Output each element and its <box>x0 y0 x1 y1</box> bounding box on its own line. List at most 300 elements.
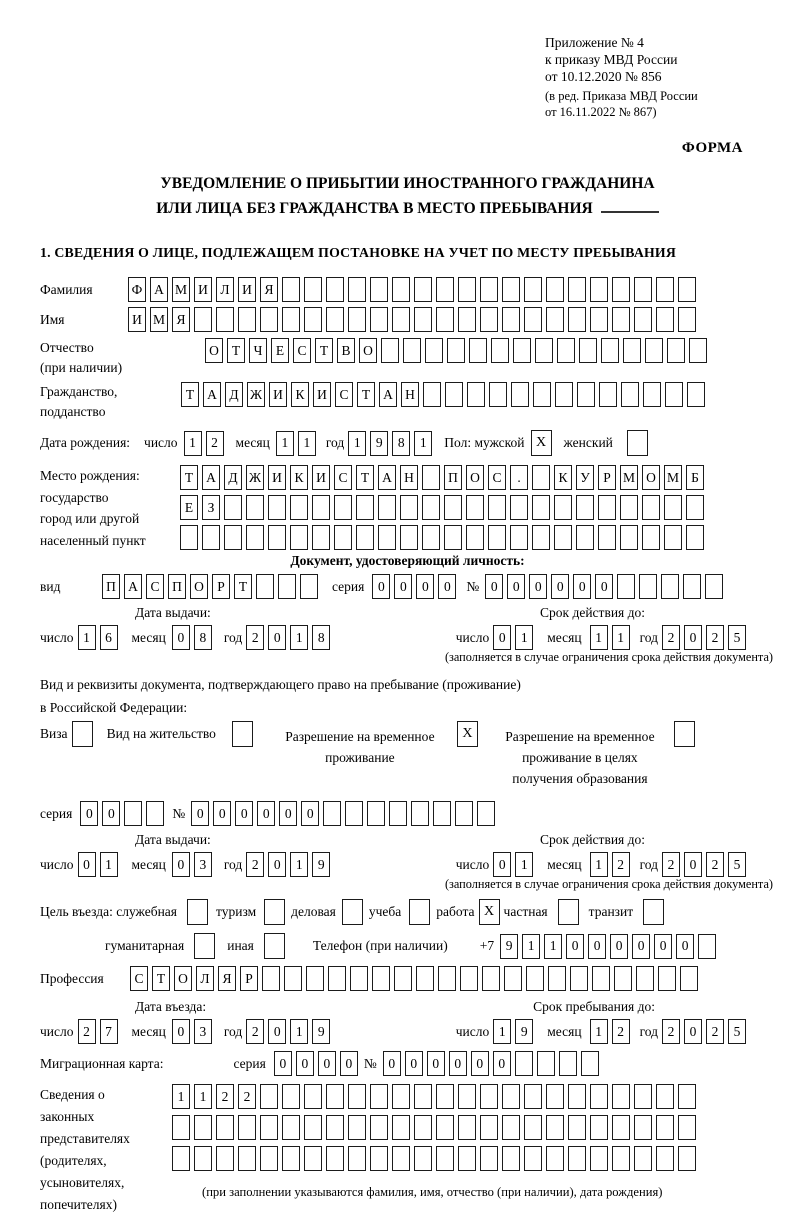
char-box[interactable]: О <box>190 574 208 599</box>
char-box[interactable]: 1 <box>544 934 562 959</box>
char-box[interactable] <box>392 1146 410 1171</box>
char-box[interactable] <box>656 307 674 332</box>
char-box[interactable]: 2 <box>238 1084 256 1109</box>
char-box[interactable]: 1 <box>515 852 533 877</box>
char-box[interactable]: Д <box>225 382 243 407</box>
char-box[interactable] <box>414 277 432 302</box>
char-box[interactable] <box>284 966 302 991</box>
char-box[interactable]: О <box>174 966 192 991</box>
char-box[interactable] <box>532 465 550 490</box>
char-box[interactable]: 8 <box>392 431 410 456</box>
char-box[interactable]: 1 <box>493 1019 511 1044</box>
char-box[interactable]: 0 <box>279 801 297 826</box>
char-box[interactable] <box>656 1115 674 1140</box>
char-box[interactable] <box>414 1084 432 1109</box>
char-box[interactable] <box>568 277 586 302</box>
char-box[interactable]: 2 <box>706 852 724 877</box>
char-box[interactable] <box>282 1146 300 1171</box>
char-box[interactable] <box>590 307 608 332</box>
char-box[interactable]: 2 <box>706 1019 724 1044</box>
char-box[interactable] <box>458 277 476 302</box>
char-box[interactable]: 0 <box>632 934 650 959</box>
char-box[interactable] <box>378 525 396 550</box>
char-box[interactable]: 0 <box>595 574 613 599</box>
char-box[interactable]: 1 <box>290 1019 308 1044</box>
char-box[interactable]: 1 <box>414 431 432 456</box>
char-box[interactable] <box>326 1146 344 1171</box>
char-box[interactable] <box>392 307 410 332</box>
char-box[interactable] <box>559 1051 577 1076</box>
char-box[interactable] <box>532 495 550 520</box>
char-box[interactable] <box>256 574 274 599</box>
char-box[interactable] <box>515 1051 533 1076</box>
char-box[interactable]: 1 <box>78 625 96 650</box>
char-box[interactable] <box>656 1084 674 1109</box>
char-box[interactable]: Е <box>180 495 198 520</box>
char-box[interactable] <box>621 382 639 407</box>
char-box[interactable]: 2 <box>612 852 630 877</box>
char-box[interactable] <box>678 1084 696 1109</box>
char-box[interactable]: И <box>269 382 287 407</box>
char-box[interactable] <box>557 338 575 363</box>
char-box[interactable]: К <box>290 465 308 490</box>
char-box[interactable]: 2 <box>662 852 680 877</box>
char-box[interactable] <box>686 495 704 520</box>
char-box[interactable] <box>568 307 586 332</box>
char-box[interactable] <box>312 525 330 550</box>
char-box[interactable]: 0 <box>80 801 98 826</box>
char-box[interactable]: Т <box>152 966 170 991</box>
char-box[interactable] <box>614 966 632 991</box>
char-box[interactable]: О <box>466 465 484 490</box>
char-box[interactable] <box>665 382 683 407</box>
char-box[interactable] <box>491 338 509 363</box>
char-box[interactable]: Т <box>356 465 374 490</box>
char-box[interactable]: 1 <box>612 625 630 650</box>
char-box[interactable]: П <box>168 574 186 599</box>
char-box[interactable]: К <box>291 382 309 407</box>
char-box[interactable] <box>326 1115 344 1140</box>
char-box[interactable] <box>300 574 318 599</box>
char-box[interactable]: Ж <box>246 465 264 490</box>
char-box[interactable] <box>262 966 280 991</box>
char-box[interactable] <box>260 307 278 332</box>
char-box[interactable]: Н <box>401 382 419 407</box>
char-box[interactable]: И <box>194 277 212 302</box>
char-box[interactable]: 2 <box>612 1019 630 1044</box>
char-box[interactable] <box>172 1146 190 1171</box>
visa-checkbox[interactable] <box>72 721 93 747</box>
char-box[interactable] <box>537 1051 555 1076</box>
char-box[interactable] <box>422 465 440 490</box>
char-box[interactable]: 3 <box>194 852 212 877</box>
char-box[interactable] <box>620 525 638 550</box>
char-box[interactable] <box>598 495 616 520</box>
char-box[interactable]: 1 <box>348 431 366 456</box>
char-box[interactable]: А <box>378 465 396 490</box>
char-box[interactable] <box>216 307 234 332</box>
char-box[interactable] <box>502 1115 520 1140</box>
char-box[interactable]: И <box>268 465 286 490</box>
char-box[interactable] <box>268 525 286 550</box>
char-box[interactable] <box>146 801 164 826</box>
char-box[interactable]: 0 <box>172 1019 190 1044</box>
char-box[interactable]: И <box>238 277 256 302</box>
char-box[interactable]: 0 <box>493 625 511 650</box>
char-box[interactable] <box>524 1115 542 1140</box>
char-box[interactable] <box>590 1115 608 1140</box>
char-box[interactable] <box>458 1115 476 1140</box>
char-box[interactable] <box>576 495 594 520</box>
char-box[interactable] <box>546 307 564 332</box>
char-box[interactable] <box>488 495 506 520</box>
char-box[interactable] <box>477 801 495 826</box>
char-box[interactable] <box>304 1146 322 1171</box>
char-box[interactable]: 1 <box>590 625 608 650</box>
char-box[interactable] <box>445 382 463 407</box>
char-box[interactable] <box>568 1084 586 1109</box>
char-box[interactable]: 0 <box>383 1051 401 1076</box>
temp-residence-edu-checkbox[interactable] <box>674 721 695 747</box>
char-box[interactable] <box>278 574 296 599</box>
char-box[interactable]: 0 <box>684 1019 702 1044</box>
char-box[interactable]: 2 <box>246 625 264 650</box>
char-box[interactable] <box>328 966 346 991</box>
char-box[interactable] <box>467 382 485 407</box>
char-box[interactable] <box>489 382 507 407</box>
char-box[interactable] <box>438 966 456 991</box>
char-box[interactable]: Т <box>181 382 199 407</box>
char-box[interactable]: В <box>337 338 355 363</box>
char-box[interactable] <box>620 495 638 520</box>
char-box[interactable] <box>246 495 264 520</box>
char-box[interactable] <box>367 801 385 826</box>
purpose-business-checkbox[interactable] <box>342 899 363 925</box>
char-box[interactable]: Н <box>400 465 418 490</box>
char-box[interactable]: 1 <box>100 852 118 877</box>
char-box[interactable]: Т <box>234 574 252 599</box>
char-box[interactable]: 0 <box>268 852 286 877</box>
char-box[interactable]: 0 <box>529 574 547 599</box>
char-box[interactable]: 0 <box>102 801 120 826</box>
char-box[interactable] <box>546 1146 564 1171</box>
char-box[interactable] <box>436 277 454 302</box>
char-box[interactable] <box>576 525 594 550</box>
char-box[interactable] <box>460 966 478 991</box>
char-box[interactable] <box>570 966 588 991</box>
char-box[interactable] <box>524 1084 542 1109</box>
purpose-official-checkbox[interactable] <box>187 899 208 925</box>
char-box[interactable]: 5 <box>728 625 746 650</box>
char-box[interactable]: 2 <box>662 1019 680 1044</box>
purpose-study-checkbox[interactable] <box>409 899 430 925</box>
char-box[interactable] <box>581 1051 599 1076</box>
char-box[interactable] <box>392 277 410 302</box>
char-box[interactable] <box>326 1084 344 1109</box>
char-box[interactable] <box>568 1115 586 1140</box>
char-box[interactable] <box>524 1146 542 1171</box>
char-box[interactable]: 1 <box>522 934 540 959</box>
char-box[interactable] <box>634 1084 652 1109</box>
char-box[interactable] <box>482 966 500 991</box>
char-box[interactable] <box>370 1146 388 1171</box>
char-box[interactable] <box>282 307 300 332</box>
char-box[interactable] <box>546 277 564 302</box>
char-box[interactable] <box>400 495 418 520</box>
char-box[interactable] <box>592 966 610 991</box>
char-box[interactable] <box>480 1146 498 1171</box>
char-box[interactable] <box>306 966 324 991</box>
char-box[interactable] <box>433 801 451 826</box>
char-box[interactable] <box>348 1084 366 1109</box>
char-box[interactable]: 5 <box>728 1019 746 1044</box>
sex-male-checkbox[interactable]: X <box>531 430 552 456</box>
char-box[interactable] <box>590 277 608 302</box>
char-box[interactable] <box>678 277 696 302</box>
char-box[interactable]: 0 <box>268 1019 286 1044</box>
char-box[interactable] <box>124 801 142 826</box>
char-box[interactable] <box>579 338 597 363</box>
char-box[interactable]: Д <box>224 465 242 490</box>
char-box[interactable] <box>224 525 242 550</box>
char-box[interactable] <box>686 525 704 550</box>
char-box[interactable] <box>612 1115 630 1140</box>
char-box[interactable]: 2 <box>78 1019 96 1044</box>
char-box[interactable] <box>705 574 723 599</box>
char-box[interactable]: И <box>313 382 331 407</box>
char-box[interactable] <box>612 1146 630 1171</box>
char-box[interactable] <box>238 307 256 332</box>
char-box[interactable] <box>689 338 707 363</box>
purpose-other-checkbox[interactable] <box>264 933 285 959</box>
char-box[interactable] <box>282 1084 300 1109</box>
char-box[interactable]: 9 <box>312 852 330 877</box>
char-box[interactable]: Я <box>172 307 190 332</box>
char-box[interactable]: И <box>312 465 330 490</box>
char-box[interactable] <box>370 277 388 302</box>
char-box[interactable] <box>422 525 440 550</box>
purpose-tourism-checkbox[interactable] <box>264 899 285 925</box>
char-box[interactable] <box>304 1084 322 1109</box>
char-box[interactable]: 1 <box>515 625 533 650</box>
char-box[interactable] <box>502 307 520 332</box>
char-box[interactable] <box>510 495 528 520</box>
char-box[interactable] <box>502 1084 520 1109</box>
char-box[interactable]: 0 <box>257 801 275 826</box>
char-box[interactable] <box>623 338 641 363</box>
char-box[interactable] <box>268 495 286 520</box>
char-box[interactable]: Ф <box>128 277 146 302</box>
char-box[interactable]: Е <box>271 338 289 363</box>
char-box[interactable] <box>392 1115 410 1140</box>
char-box[interactable] <box>502 1146 520 1171</box>
char-box[interactable] <box>634 277 652 302</box>
char-box[interactable]: 0 <box>493 852 511 877</box>
char-box[interactable]: 7 <box>100 1019 118 1044</box>
char-box[interactable] <box>642 495 660 520</box>
char-box[interactable] <box>304 307 322 332</box>
char-box[interactable]: 0 <box>318 1051 336 1076</box>
char-box[interactable] <box>502 277 520 302</box>
char-box[interactable]: 9 <box>515 1019 533 1044</box>
char-box[interactable]: 2 <box>706 625 724 650</box>
char-box[interactable] <box>639 574 657 599</box>
char-box[interactable] <box>202 525 220 550</box>
char-box[interactable] <box>504 966 522 991</box>
char-box[interactable] <box>414 1146 432 1171</box>
char-box[interactable] <box>356 525 374 550</box>
char-box[interactable] <box>466 525 484 550</box>
char-box[interactable] <box>642 525 660 550</box>
char-box[interactable]: О <box>642 465 660 490</box>
char-box[interactable] <box>312 495 330 520</box>
char-box[interactable]: А <box>150 277 168 302</box>
char-box[interactable] <box>345 801 363 826</box>
char-box[interactable] <box>348 1115 366 1140</box>
char-box[interactable]: 0 <box>684 625 702 650</box>
char-box[interactable]: 3 <box>194 1019 212 1044</box>
char-box[interactable]: 8 <box>312 625 330 650</box>
char-box[interactable] <box>612 277 630 302</box>
char-box[interactable] <box>370 1115 388 1140</box>
char-box[interactable] <box>458 1146 476 1171</box>
char-box[interactable] <box>260 1084 278 1109</box>
char-box[interactable]: 0 <box>416 574 434 599</box>
char-box[interactable]: И <box>128 307 146 332</box>
char-box[interactable]: А <box>124 574 142 599</box>
char-box[interactable] <box>378 495 396 520</box>
char-box[interactable] <box>458 307 476 332</box>
char-box[interactable] <box>334 525 352 550</box>
char-box[interactable] <box>436 307 454 332</box>
char-box[interactable]: П <box>444 465 462 490</box>
char-box[interactable]: 0 <box>372 574 390 599</box>
char-box[interactable] <box>661 574 679 599</box>
purpose-private-checkbox[interactable] <box>558 899 579 925</box>
char-box[interactable] <box>612 307 630 332</box>
char-box[interactable] <box>636 966 654 991</box>
char-box[interactable] <box>304 1115 322 1140</box>
char-box[interactable] <box>664 495 682 520</box>
char-box[interactable]: 0 <box>485 574 503 599</box>
char-box[interactable]: 2 <box>216 1084 234 1109</box>
char-box[interactable] <box>423 382 441 407</box>
char-box[interactable]: 1 <box>194 1084 212 1109</box>
char-box[interactable] <box>282 1115 300 1140</box>
char-box[interactable]: 0 <box>438 574 456 599</box>
char-box[interactable] <box>511 382 529 407</box>
char-box[interactable] <box>455 801 473 826</box>
char-box[interactable]: 0 <box>566 934 584 959</box>
char-box[interactable] <box>645 338 663 363</box>
char-box[interactable] <box>480 277 498 302</box>
char-box[interactable] <box>260 1146 278 1171</box>
char-box[interactable]: А <box>203 382 221 407</box>
char-box[interactable]: 0 <box>394 574 412 599</box>
char-box[interactable]: Л <box>216 277 234 302</box>
char-box[interactable]: 1 <box>298 431 316 456</box>
char-box[interactable] <box>480 1115 498 1140</box>
char-box[interactable] <box>348 1146 366 1171</box>
char-box[interactable]: 0 <box>340 1051 358 1076</box>
char-box[interactable] <box>224 495 242 520</box>
char-box[interactable] <box>403 338 421 363</box>
char-box[interactable] <box>216 1146 234 1171</box>
char-box[interactable] <box>416 966 434 991</box>
char-box[interactable] <box>678 1115 696 1140</box>
char-box[interactable] <box>238 1146 256 1171</box>
char-box[interactable] <box>524 277 542 302</box>
char-box[interactable] <box>643 382 661 407</box>
char-box[interactable]: 0 <box>172 852 190 877</box>
char-box[interactable]: С <box>293 338 311 363</box>
char-box[interactable] <box>554 525 572 550</box>
char-box[interactable] <box>400 525 418 550</box>
char-box[interactable] <box>282 277 300 302</box>
char-box[interactable] <box>216 1115 234 1140</box>
char-box[interactable]: 5 <box>728 852 746 877</box>
char-box[interactable] <box>680 966 698 991</box>
char-box[interactable]: 0 <box>654 934 672 959</box>
char-box[interactable]: . <box>510 465 528 490</box>
char-box[interactable] <box>634 307 652 332</box>
char-box[interactable]: З <box>202 495 220 520</box>
char-box[interactable] <box>350 966 368 991</box>
char-box[interactable]: А <box>202 465 220 490</box>
char-box[interactable]: 0 <box>507 574 525 599</box>
char-box[interactable] <box>447 338 465 363</box>
char-box[interactable] <box>678 307 696 332</box>
char-box[interactable] <box>389 801 407 826</box>
char-box[interactable]: П <box>102 574 120 599</box>
char-box[interactable]: 6 <box>100 625 118 650</box>
char-box[interactable]: 9 <box>500 934 518 959</box>
char-box[interactable] <box>634 1115 652 1140</box>
char-box[interactable]: 1 <box>172 1084 190 1109</box>
char-box[interactable] <box>617 574 635 599</box>
char-box[interactable]: М <box>664 465 682 490</box>
char-box[interactable]: Т <box>357 382 375 407</box>
char-box[interactable]: 2 <box>246 852 264 877</box>
char-box[interactable]: 0 <box>191 801 209 826</box>
sex-female-checkbox[interactable] <box>627 430 648 456</box>
char-box[interactable] <box>634 1146 652 1171</box>
char-box[interactable]: 0 <box>551 574 569 599</box>
char-box[interactable]: А <box>379 382 397 407</box>
char-box[interactable] <box>524 307 542 332</box>
char-box[interactable] <box>326 307 344 332</box>
char-box[interactable] <box>656 1146 674 1171</box>
char-box[interactable] <box>180 525 198 550</box>
char-box[interactable] <box>246 525 264 550</box>
char-box[interactable] <box>372 966 390 991</box>
char-box[interactable]: 0 <box>405 1051 423 1076</box>
char-box[interactable] <box>334 495 352 520</box>
char-box[interactable] <box>664 525 682 550</box>
char-box[interactable] <box>469 338 487 363</box>
char-box[interactable] <box>667 338 685 363</box>
char-box[interactable]: 0 <box>213 801 231 826</box>
char-box[interactable]: 0 <box>676 934 694 959</box>
char-box[interactable] <box>436 1084 454 1109</box>
char-box[interactable]: 1 <box>276 431 294 456</box>
char-box[interactable] <box>425 338 443 363</box>
char-box[interactable]: 0 <box>427 1051 445 1076</box>
char-box[interactable] <box>194 1146 212 1171</box>
char-box[interactable] <box>678 1146 696 1171</box>
char-box[interactable] <box>513 338 531 363</box>
char-box[interactable] <box>436 1146 454 1171</box>
